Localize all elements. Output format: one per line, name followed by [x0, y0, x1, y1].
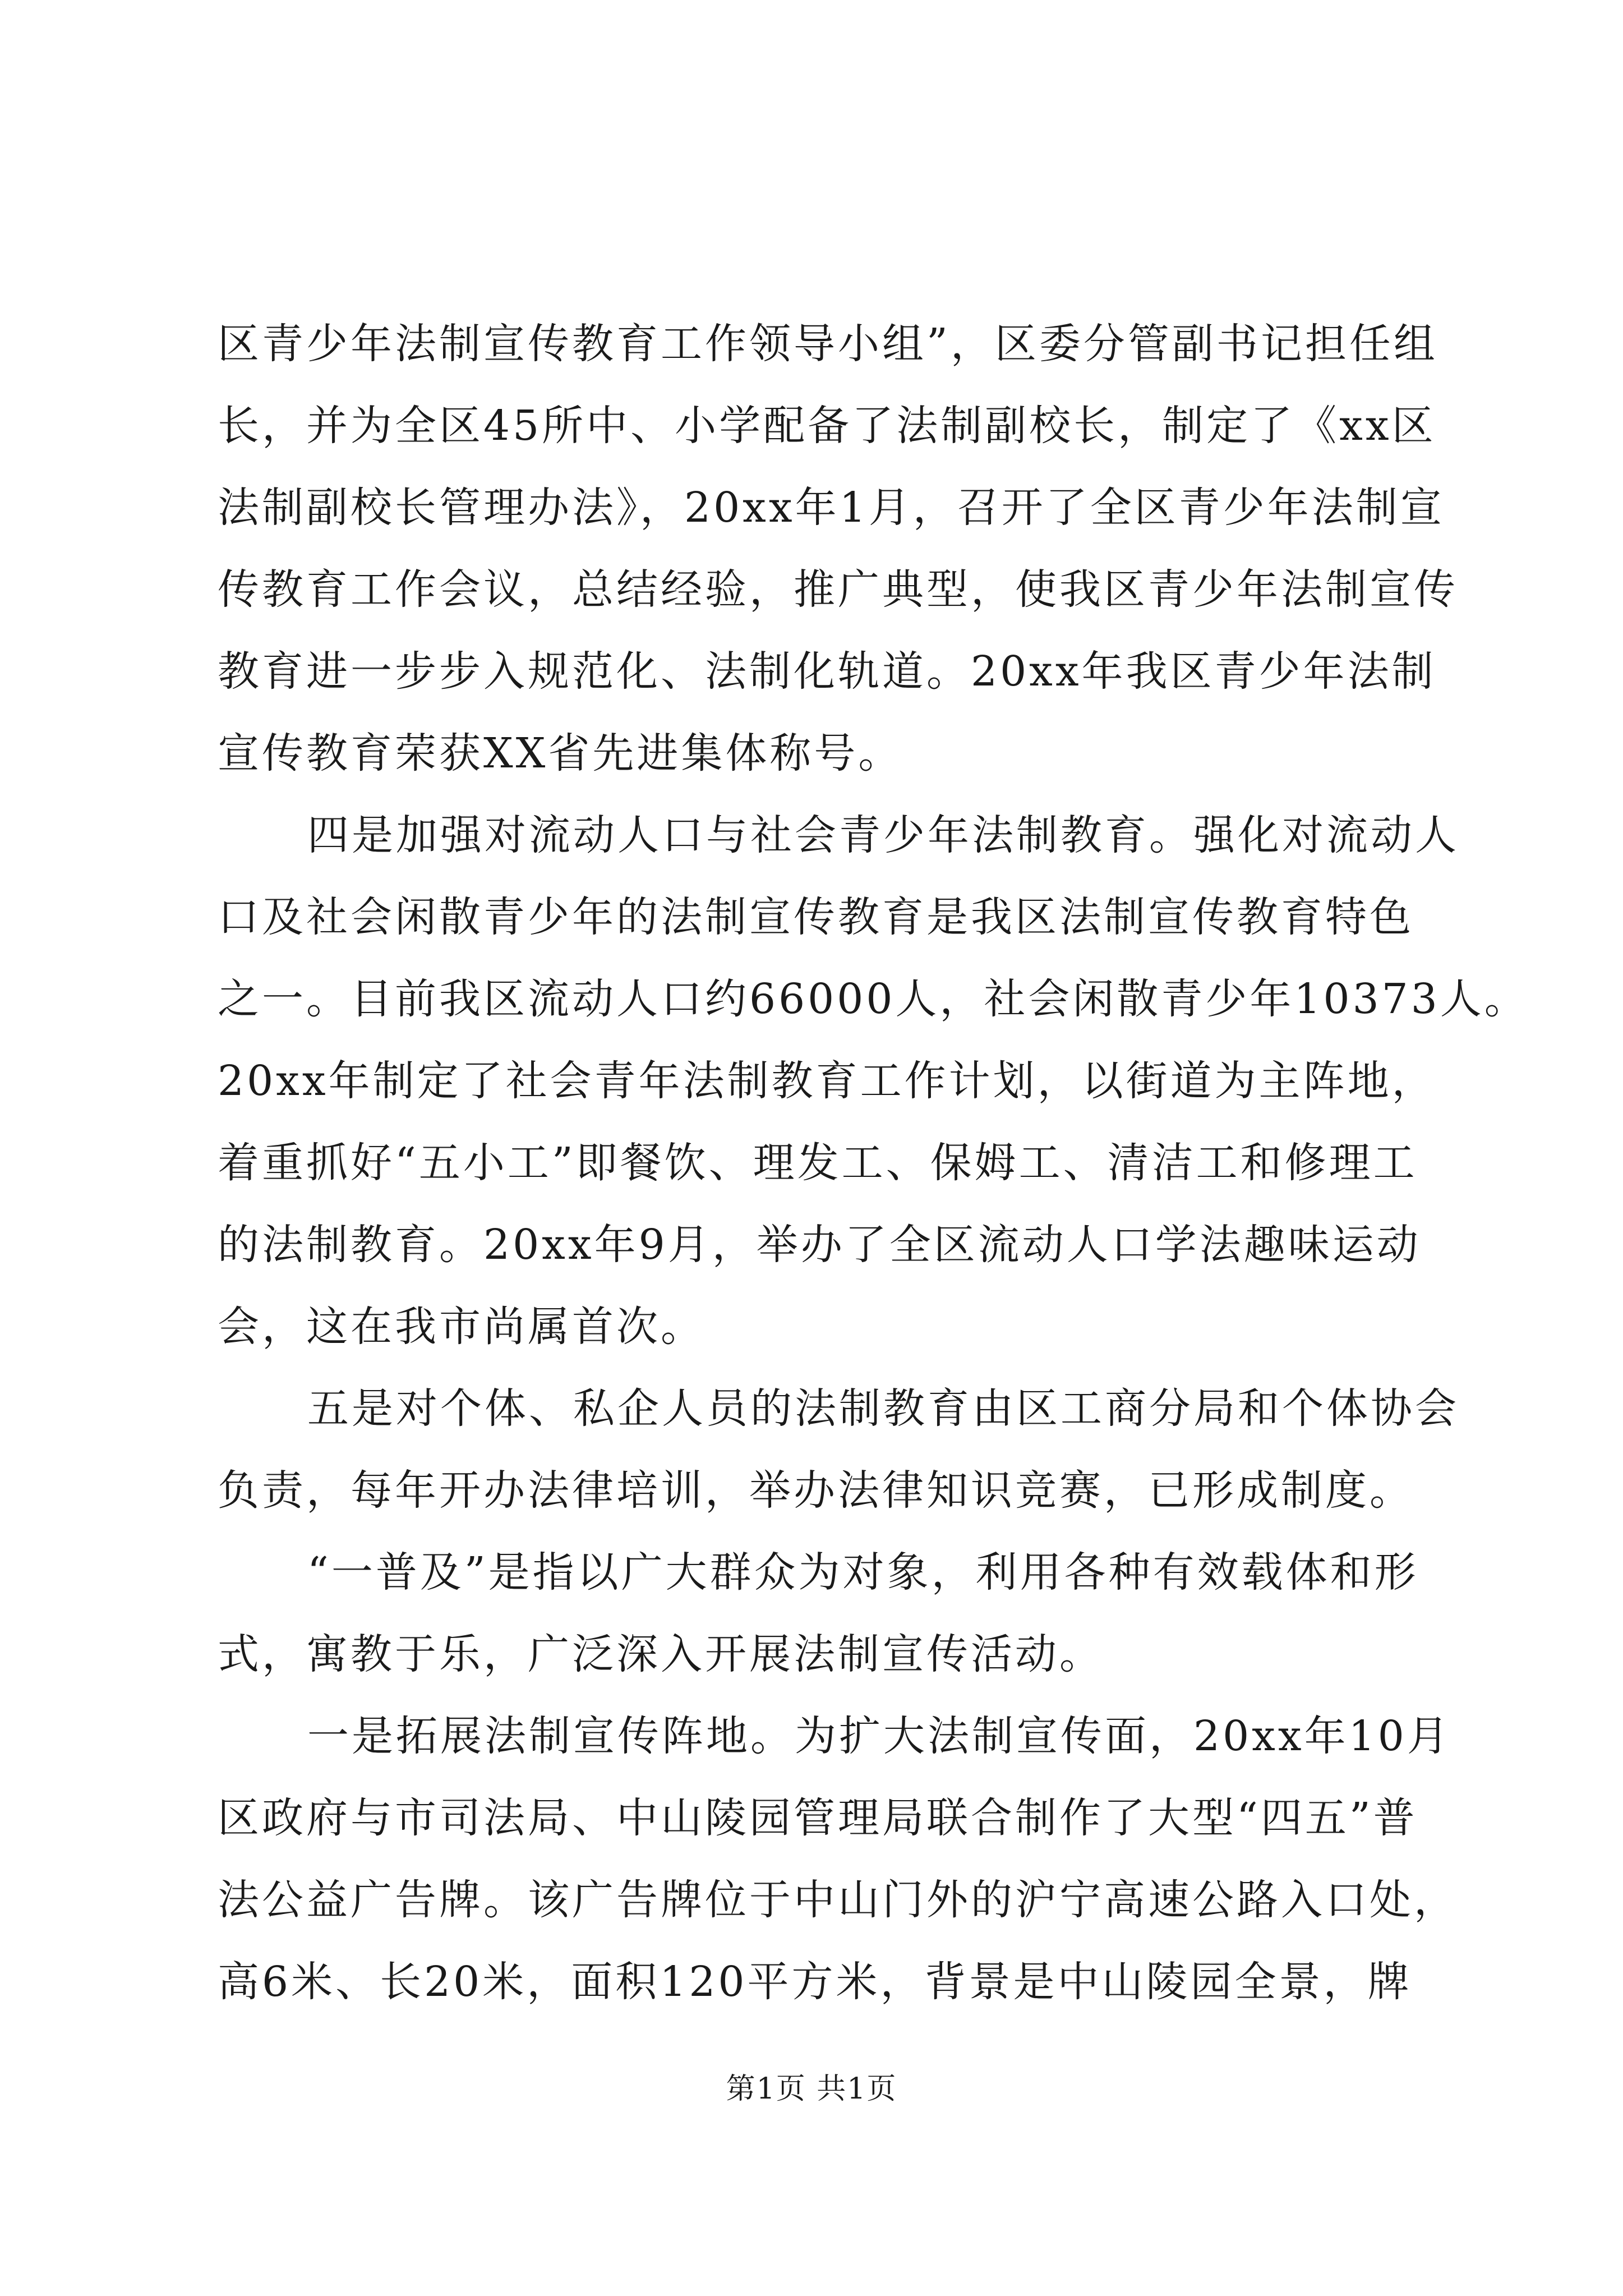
- text-line: 宣传教育荣获XX省先进集体称号。: [218, 729, 903, 777]
- text-line: 长，并为全区45所中、小学配备了法制副校长，制定了《xx区: [218, 402, 1436, 450]
- text-line: 之一。目前我区流动人口约66000人，社会闲散青少年10373人。: [218, 975, 1529, 1023]
- text-line: 教育进一步步入规范化、法制化轨道。20xx年我区青少年法制: [218, 647, 1436, 696]
- text-line: 传教育工作会议，总结经验，推广典型，使我区青少年法制宣传: [218, 565, 1458, 614]
- text-line: 20xx年制定了社会青年法制教育工作计划，以街道为主阵地，: [218, 1057, 1436, 1105]
- text-line: 式，寓教于乐，广泛深入开展法制宣传活动。: [218, 1630, 1104, 1678]
- text-line: 区青少年法制宣传教育工作领导小组”，区委分管副书记担任组: [218, 320, 1438, 368]
- paragraph-first-line: 五是对个体、私企人员的法制教育由区工商分局和个体协会: [307, 1384, 1459, 1433]
- document-body: [218, 303, 1529, 2023]
- text-line: 负责，每年开办法律培训，举办法律知识竞赛，已形成制度。: [218, 1466, 1414, 1515]
- paragraph-first-line: 四是加强对流动人口与社会青少年法制教育。强化对流动人: [307, 811, 1459, 859]
- text-line: 法制副校长管理办法》，20xx年1月，召开了全区青少年法制宣: [218, 484, 1445, 532]
- page-number-footer: 第1页 共1页: [726, 2072, 897, 2106]
- text-line: 区政府与市司法局、中山陵园管理局联合制作了大型“四五”普: [218, 1794, 1418, 1842]
- paragraph-first-line: “一普及”是指以广大群众为对象，利用各种有效载体和形: [307, 1548, 1419, 1596]
- text-line: 会，这在我市尚属首次。: [218, 1303, 705, 1351]
- paragraph-first-line: 一是拓展法制宣传阵地。为扩大法制宣传面，20xx年10月: [307, 1712, 1451, 1760]
- text-line: 着重抓好“五小工”即餐饮、理发工、保姆工、清洁工和修理工: [218, 1139, 1418, 1187]
- text-line: 的法制教育。20xx年9月，举办了全区流动人口学法趣味运动: [218, 1221, 1421, 1269]
- text-line: 法公益广告牌。该广告牌位于中山门外的沪宁高速公路入口处，: [218, 1876, 1458, 1924]
- text-line: 口及社会闲散青少年的法制宣传教育是我区法制宣传教育特色: [218, 893, 1414, 941]
- text-line: 高6米、长20米，面积120平方米，背景是中山陵园全景，牌: [218, 1958, 1412, 2006]
